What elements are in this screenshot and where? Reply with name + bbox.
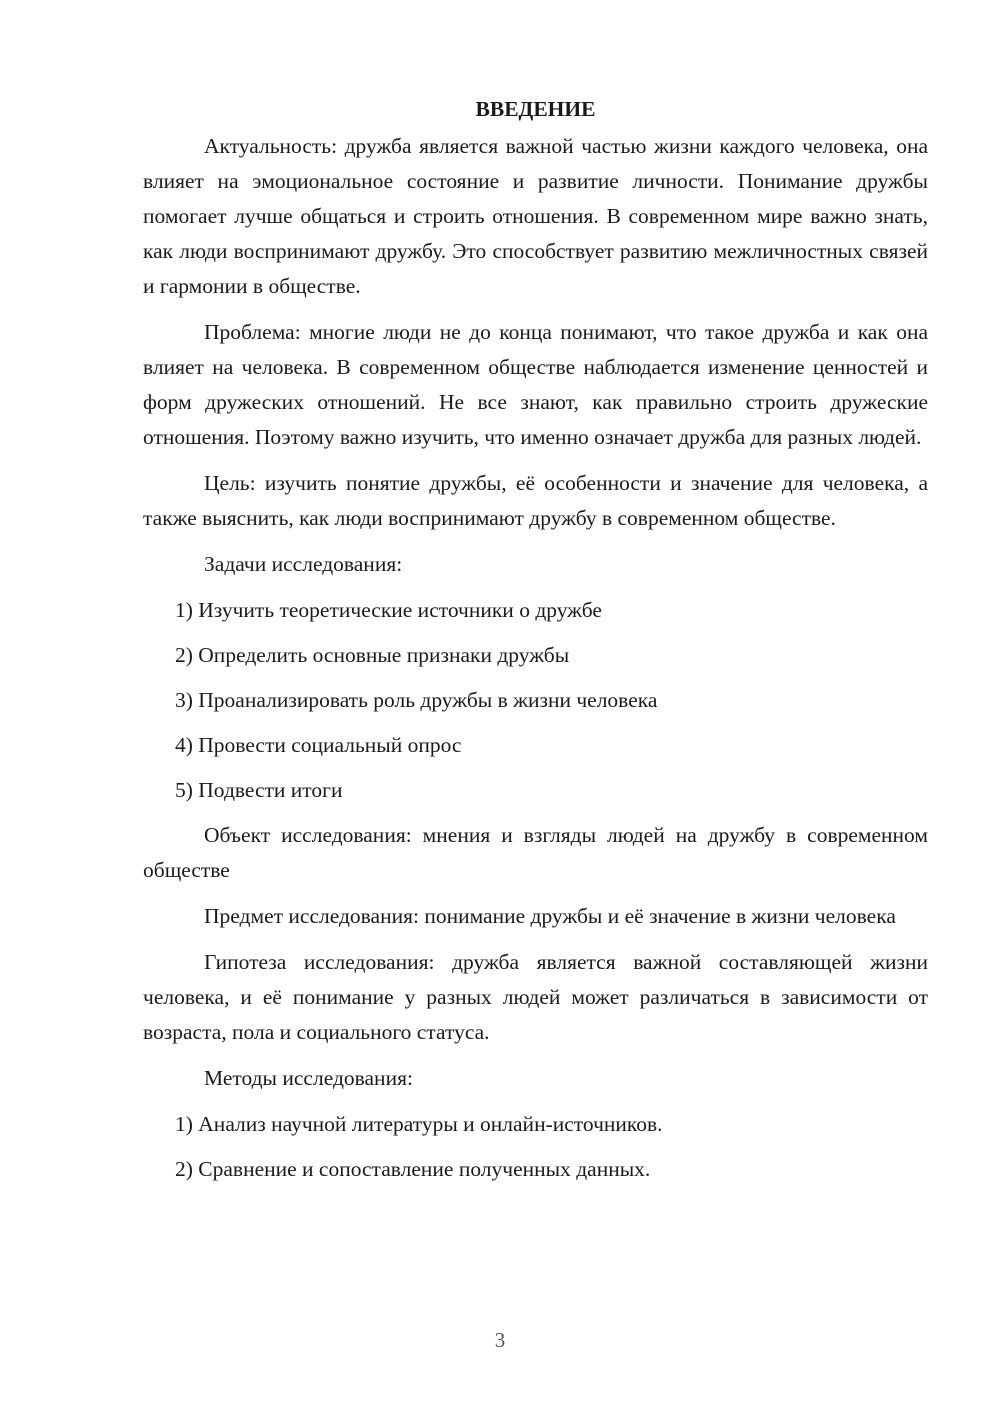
task-item: 1) Изучить теоретические источники о дружбе [175,598,602,622]
methods-heading: Методы исследования: [204,1066,413,1090]
method-item: 1) Анализ научной литературы и онлайн-источников. [175,1112,663,1136]
subject-paragraph: Предмет исследования: понимание дружбы и её значение в жизни человека [204,904,896,928]
document-page [143,92,928,1197]
tasks-heading: Задачи исследования: [204,552,403,576]
object-paragraph: Объект исследования: мнения и взгляды людей на дружбу в современном обществе [143,823,928,882]
problem-paragraph: Проблема: многие люди не до конца понимают, что такое дружба и как она влияет на человека. В современном обществе наблюдается изменение ценностей и форм дружеских отношений. Не все знают, как правильно строить дружеские отношения. Поэтому важно изучить, что именно означает дружба для разных людей. [143,320,928,449]
hypothesis-paragraph: Гипотеза исследования: дружба является важной составляющей жизни человека, и её понимание у разных людей может различаться в зависимости от возраста, пола и социального статуса. [143,950,928,1044]
task-item: 4) Провести социальный опрос [175,733,462,757]
relevance-paragraph: Актуальность: дружба является важной частью жизни каждого человека, она влияет на эмоциональное состояние и развитие личности. Понимание дружбы помогает лучше общаться и строить отношения. В современном мире важно знать, как люди воспринимают дружбу. Это способствует развитию межличностных связей и гармонии в обществе. [143,134,928,298]
goal-paragraph: Цель: изучить понятие дружбы, её особенности и значение для человека, а также выяснить, как люди воспринимают дружбу в современном обществе. [143,471,928,530]
method-item: 2) Сравнение и сопоставление полученных данных. [175,1157,651,1181]
task-item: 3) Проанализировать роль дружбы в жизни человека [175,688,658,712]
section-title: ВВЕДЕНИЕ [475,97,596,121]
task-item: 5) Подвести итоги [175,778,343,802]
page-number: 3 [494,1328,506,1352]
task-item: 2) Определить основные признаки дружбы [175,643,570,667]
